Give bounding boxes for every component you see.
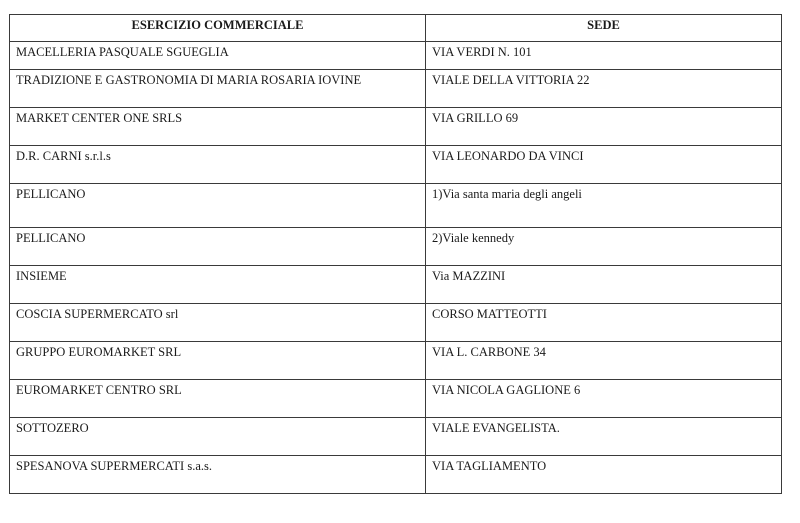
table-row xyxy=(10,228,782,266)
cell-esercizio: COSCIA SUPERMERCATO srl xyxy=(10,304,426,342)
shops-table xyxy=(9,14,782,494)
cell-sede: VIA L. CARBONE 34 xyxy=(426,342,782,380)
table-row xyxy=(10,342,782,380)
cell-sede: CORSO MATTEOTTI xyxy=(426,304,782,342)
table-row xyxy=(10,380,782,418)
cell-sede: VIA LEONARDO DA VINCI xyxy=(426,146,782,184)
table-row xyxy=(10,266,782,304)
cell-sede: VIALE EVANGELISTA. xyxy=(426,418,782,456)
cell-esercizio: PELLICANO xyxy=(10,228,426,266)
table-row xyxy=(10,42,782,70)
table-row xyxy=(10,146,782,184)
table-row xyxy=(10,304,782,342)
cell-sede: VIA NICOLA GAGLIONE 6 xyxy=(426,380,782,418)
header-sede: SEDE xyxy=(426,15,782,42)
table-header-row xyxy=(10,15,782,42)
table-row xyxy=(10,456,782,494)
cell-sede: VIALE DELLA VITTORIA 22 xyxy=(426,70,782,108)
cell-esercizio: MARKET CENTER ONE SRLS xyxy=(10,108,426,146)
cell-sede: VIA VERDI N. 101 xyxy=(426,42,782,70)
table-row xyxy=(10,418,782,456)
table-row xyxy=(10,184,782,228)
cell-sede: 1)Via santa maria degli angeli xyxy=(426,184,782,228)
cell-esercizio: TRADIZIONE E GASTRONOMIA DI MARIA ROSARIA IOVINE xyxy=(10,70,426,108)
cell-sede: Via MAZZINI xyxy=(426,266,782,304)
cell-sede: VIA TAGLIAMENTO xyxy=(426,456,782,494)
table-row xyxy=(10,108,782,146)
cell-esercizio: SOTTOZERO xyxy=(10,418,426,456)
cell-esercizio: INSIEME xyxy=(10,266,426,304)
header-esercizio: ESERCIZIO COMMERCIALE xyxy=(10,15,426,42)
cell-esercizio: GRUPPO EUROMARKET SRL xyxy=(10,342,426,380)
cell-esercizio: MACELLERIA PASQUALE SGUEGLIA xyxy=(10,42,426,70)
cell-esercizio: EUROMARKET CENTRO SRL xyxy=(10,380,426,418)
cell-esercizio: D.R. CARNI s.r.l.s xyxy=(10,146,426,184)
cell-sede: VIA GRILLO 69 xyxy=(426,108,782,146)
cell-sede: 2)Viale kennedy xyxy=(426,228,782,266)
cell-esercizio: SPESANOVA SUPERMERCATI s.a.s. xyxy=(10,456,426,494)
cell-esercizio: PELLICANO xyxy=(10,184,426,228)
table-row xyxy=(10,70,782,108)
